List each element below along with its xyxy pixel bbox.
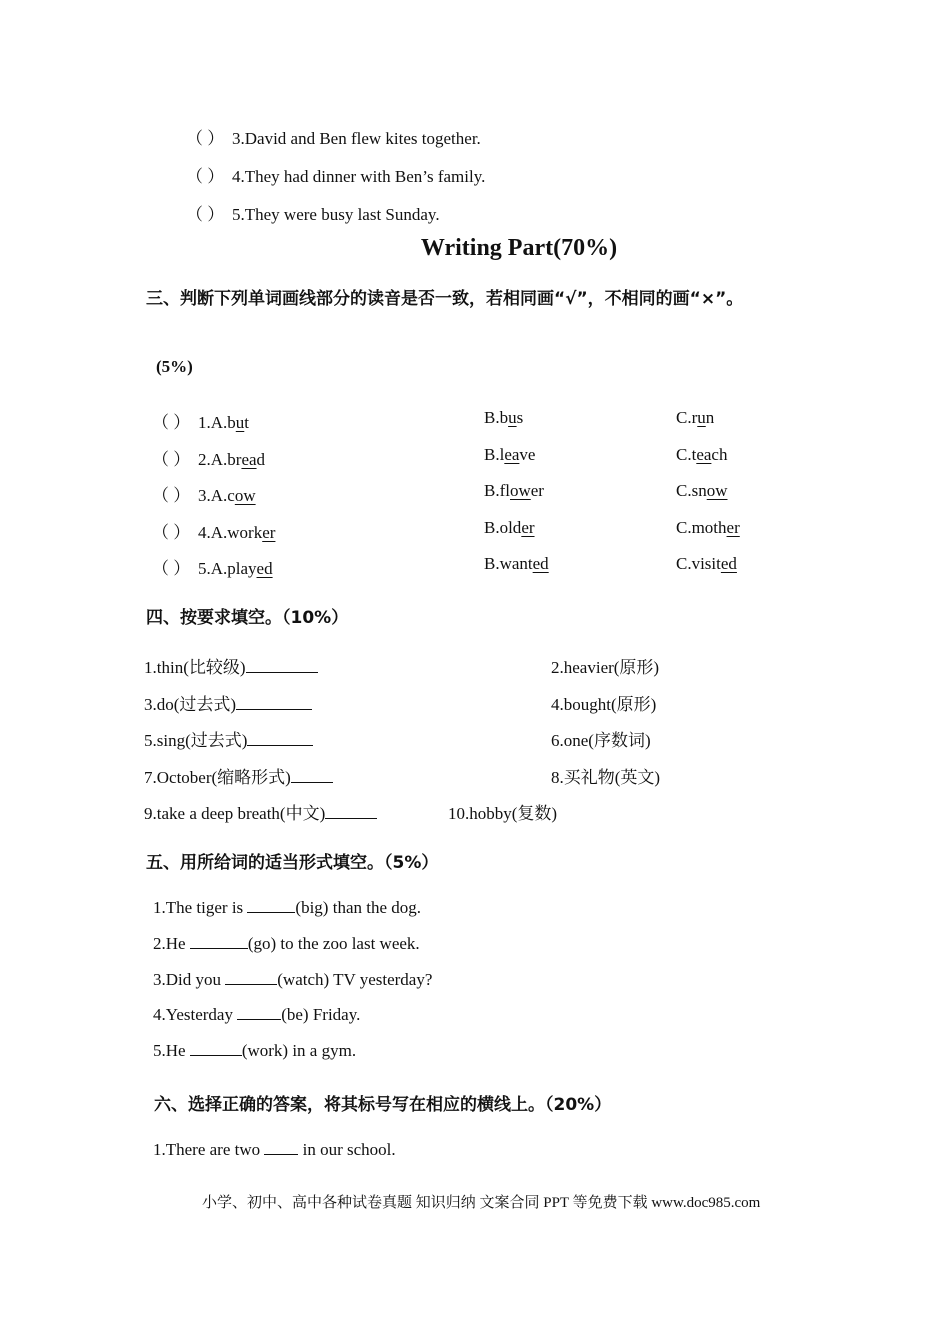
- blank-item-text: 3.Did you: [153, 970, 226, 989]
- answer-blank[interactable]: [225, 983, 277, 985]
- fill-item-text: 9.take a deep breath(中文): [144, 804, 326, 823]
- option-b: B.want: [484, 554, 533, 573]
- fill-item-text: 7.October(缩略形式): [144, 768, 291, 787]
- answer-bracket[interactable]: （ ）: [152, 523, 191, 542]
- blank-item: [153, 970, 432, 990]
- underlined-letters: ed: [720, 554, 737, 573]
- blank-item-text: (big) than the dog.: [295, 898, 422, 917]
- tf-item: [186, 124, 481, 149]
- option-a: 2.A.br: [198, 450, 242, 469]
- choice-item: [153, 1140, 396, 1160]
- blank-item-text: (be) Friday.: [281, 1005, 361, 1024]
- answer-bracket[interactable]: （ ）: [152, 559, 191, 578]
- underlined-letters: u: [235, 413, 245, 432]
- blank-item-text: 1.The tiger is: [153, 898, 248, 917]
- answer-bracket[interactable]: （ ）: [186, 205, 225, 224]
- tf-item-text: 3.David and Ben flew kites together.: [232, 129, 481, 148]
- answer-bracket[interactable]: （ ）: [186, 167, 225, 186]
- blank-item-text: (work) in a gym.: [241, 1041, 357, 1060]
- section6-heading: 六、选择正确的答案，将其标号写在相应的横线上。（20%）: [154, 1095, 612, 1115]
- fill-item: 8.买礼物(英文): [551, 768, 661, 787]
- fill-item: 2.heavier(原形): [551, 658, 660, 677]
- underlined-letters: ow: [509, 481, 531, 500]
- page-footer: 小学、初中、高中各种试卷真题 知识归纳 文案合同 PPT 等免费下载 www.doc985.com: [202, 1195, 761, 1211]
- choice-item-text: 1.There are two: [153, 1140, 265, 1159]
- answer-blank[interactable]: [325, 817, 377, 819]
- choice-item-text: in our school.: [298, 1140, 396, 1159]
- underlined-letters: u: [508, 408, 517, 427]
- underlined-letters: ea: [696, 445, 712, 464]
- tf-item: [186, 200, 440, 225]
- option-c: C.visit: [676, 554, 721, 573]
- fill-item: [144, 799, 377, 824]
- tf-item: [186, 162, 485, 187]
- section3-score: (5%): [156, 357, 193, 376]
- blank-item: [153, 898, 421, 918]
- option-a: 3.A.c: [198, 486, 235, 505]
- option-c: C.r: [676, 408, 698, 427]
- blank-item: [153, 1005, 360, 1025]
- option-b: B.old: [484, 518, 522, 537]
- section4-heading: 四、按要求填空。（10%）: [146, 608, 349, 628]
- answer-bracket[interactable]: （ ）: [186, 129, 225, 148]
- answer-bracket[interactable]: （ ）: [152, 413, 191, 432]
- answer-blank[interactable]: [291, 781, 333, 783]
- blank-item-text: 2.He: [153, 934, 190, 953]
- fill-item-text: 5.sing(过去式): [144, 731, 248, 750]
- answer-blank[interactable]: [190, 1054, 242, 1056]
- writing-part-title: Writing Part(70%): [420, 235, 618, 261]
- blank-item-text: 5.He: [153, 1041, 190, 1060]
- fill-item: 4.bought(原形): [551, 695, 657, 714]
- fill-item-text: 3.do(过去式): [144, 695, 237, 714]
- option-b: B.l: [484, 445, 505, 464]
- underlined-letters: ed: [532, 554, 549, 573]
- option-b-rest: er: [530, 481, 544, 500]
- option-c: C.moth: [676, 518, 727, 537]
- answer-blank[interactable]: [264, 1153, 298, 1155]
- option-b-rest: s: [516, 408, 524, 427]
- underlined-letters: ea: [241, 450, 257, 469]
- answer-blank[interactable]: [190, 947, 248, 949]
- answer-bracket[interactable]: （ ）: [152, 450, 191, 469]
- option-b: B.b: [484, 408, 509, 427]
- answer-blank[interactable]: [247, 744, 313, 746]
- answer-blank[interactable]: [237, 1018, 281, 1020]
- underlined-letters: ow: [706, 481, 728, 500]
- option-c-rest: ch: [711, 445, 728, 464]
- option-b-rest: ve: [519, 445, 536, 464]
- underlined-letters: ea: [504, 445, 520, 464]
- underlined-letters: er: [521, 518, 535, 537]
- fill-item: 10.hobby(复数): [448, 804, 558, 823]
- option-c: C.t: [676, 445, 697, 464]
- underlined-letters: ow: [234, 486, 256, 505]
- option-c-rest: n: [705, 408, 715, 427]
- fill-item: [144, 763, 333, 788]
- blank-item-text: (watch) TV yesterday?: [277, 970, 433, 989]
- answer-blank[interactable]: [246, 671, 318, 673]
- fill-item: [144, 653, 318, 678]
- answer-blank[interactable]: [236, 708, 312, 710]
- option-b: B.fl: [484, 481, 510, 500]
- section3-heading: 三、判断下列单词画线部分的读音是否一致，若相同画“√”，不相同的画“×”。: [146, 289, 744, 309]
- underlined-letters: u: [697, 408, 706, 427]
- tf-item-text: 4.They had dinner with Ben’s family.: [232, 167, 486, 186]
- underlined-letters: er: [262, 523, 276, 542]
- tf-item-text: 5.They were busy last Sunday.: [232, 205, 440, 224]
- answer-blank[interactable]: [247, 911, 295, 913]
- option-a: 1.A.b: [198, 413, 236, 432]
- option-c: C.sn: [676, 481, 707, 500]
- blank-item: [153, 934, 420, 954]
- fill-item: 6.one(序数词): [551, 731, 651, 750]
- blank-item-text: 4.Yesterday: [153, 1005, 238, 1024]
- fill-item-text: 1.thin(比较级): [144, 658, 246, 677]
- underlined-letters: ed: [256, 559, 273, 578]
- fill-item: [144, 690, 312, 715]
- blank-item: [153, 1041, 356, 1061]
- underlined-letters: er: [726, 518, 740, 537]
- option-a: 4.A.work: [198, 523, 263, 542]
- option-a-rest: t: [244, 413, 250, 432]
- option-a: 5.A.play: [198, 559, 257, 578]
- option-a-rest: d: [256, 450, 266, 469]
- blank-item-text: (go) to the zoo last week.: [247, 934, 420, 953]
- section5-heading: 五、用所给词的适当形式填空。（5%）: [146, 853, 439, 873]
- fill-item: [144, 726, 313, 751]
- answer-bracket[interactable]: （ ）: [152, 486, 191, 505]
